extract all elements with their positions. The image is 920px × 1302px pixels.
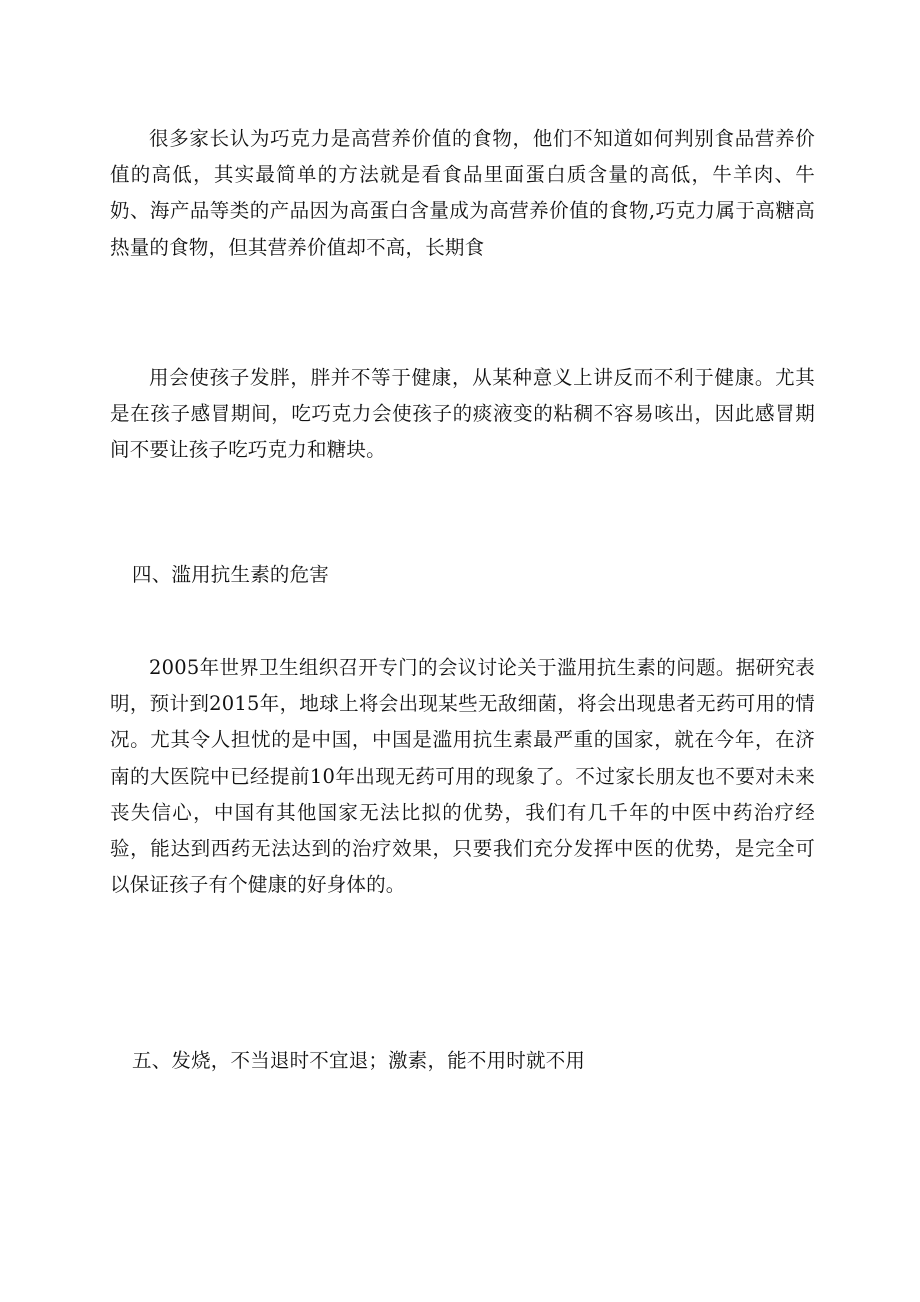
section-heading-antibiotics: 四、滥用抗生素的危害 (132, 563, 330, 586)
paragraph-chocolate-health: 用会使孩子发胖，胖并不等于健康，从某种意义上讲反而不利于健康。尤其是在孩子感冒期间，吃巧克力会使孩子的痰液变的粘稠不容易咳出，因此感冒期间不要让孩子吃巧克力和糖块。 (110, 366, 815, 462)
section-heading-fever-hormones: 五、发烧，不当退时不宜退；激素，能不用时就不用 (132, 1049, 586, 1072)
paragraph-antibiotics-abuse: 2005年世界卫生组织召开专门的会议讨论关于滥用抗生素的问题。据研究表明，预计到2015年，地球上将会出现某些无敌细菌，将会出现患者无药可用的情况。尤其令人担忧的是中国，中国是滥用抗生素最严重的国家，就在今年，在济南的大医院中已经提前10年出现无药可用的现象了。不过家长朋友也不要对未来丧失信心，中国有其他国家无法比拟的优势，我们有几千年的中医中药治疗经验，能达到西药无法达到的治疗效果，只要我们充分发挥中医的优势，是完全可以保证孩子有个健康的好身体的。 (110, 656, 815, 897)
paragraph-chocolate-nutrition: 很多家长认为巧克力是高营养价值的食物，他们不知道如何判别食品营养价值的高低，其实最简单的方法就是看食品里面蛋白质含量的高低，牛羊肉、牛奶、海产品等类的产品因为高蛋白含量成为高营养价值的食物,巧克力属于高糖高热量的食物，但其营养价值却不高，长期食 (110, 127, 815, 259)
